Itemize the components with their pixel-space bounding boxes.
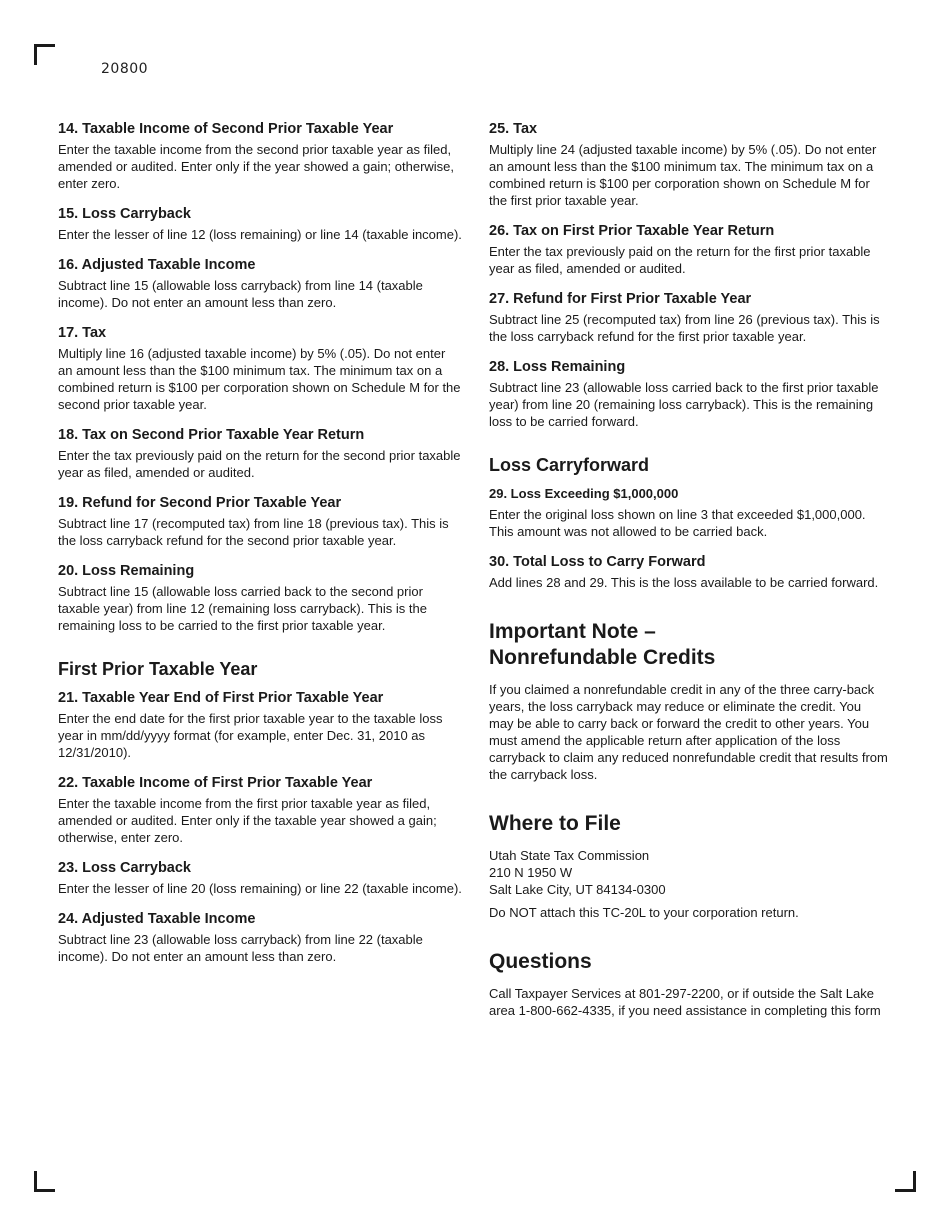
line-29-section [489, 485, 889, 540]
section-heading: 25. Tax [489, 121, 538, 137]
section-body: Enter the tax previously paid on the return for the second prior taxable year as filed, amended or audited. [58, 448, 461, 480]
section-body: Multiply line 24 (adjusted taxable income) by 5% (.05). Do not enter an amount less than the $100 minimum tax. The minimum tax on a combined return is $100 per corporation shown on Schedule M for the first prior taxable year. [489, 142, 877, 208]
line-27-section [489, 290, 889, 345]
important-note-body: If you claimed a nonrefundable credit in any of the three carry-back years, the loss carryback may reduce or eliminate the credit. You may be able to carry back or forward the credit to other years. You must amend the applicable return after application of the loss carryback to claim any reduced nonrefundable credit that results from the carryback loss. [489, 682, 888, 782]
section-heading: 17. Tax [58, 325, 107, 341]
important-note-title-line2: Nonrefundable Credits [489, 646, 716, 669]
line-26-section [489, 222, 889, 277]
section-heading: 29. Loss Exceeding $1,000,000 [489, 486, 679, 501]
address-line: 210 N 1950 W [489, 865, 573, 880]
loss-carryforward-title: Loss Carryforward [489, 455, 650, 475]
line-25-section [489, 120, 889, 209]
section-heading: 28. Loss Remaining [489, 359, 626, 375]
section-heading: 24. Adjusted Taxable Income [58, 911, 256, 927]
left-column [58, 120, 463, 978]
section-heading: 21. Taxable Year End of First Prior Taxable Year [58, 690, 384, 706]
line-18-section [58, 426, 463, 481]
line-19-section [58, 494, 463, 549]
section-heading: 30. Total Loss to Carry Forward [489, 554, 706, 570]
section-body: Subtract line 15 (allowable loss carryback) from line 14 (taxable income). Do not enter an amount less than zero. [58, 278, 423, 310]
line-20-section [58, 562, 463, 634]
section-body: Enter the original loss shown on line 3 that exceeded $1,000,000. This amount was not allowed to be carried back. [489, 507, 866, 539]
section-body: Subtract line 25 (recomputed tax) from line 26 (previous tax). This is the loss carryback refund for the first prior taxable year. [489, 312, 880, 344]
section-body: Enter the end date for the first prior taxable year to the taxable loss year in mm/dd/yyyy format (for example, enter Dec. 31, 2010 as 12/31/2010). [58, 711, 443, 760]
section-body: Enter the tax previously paid on the return for the first prior taxable year as filed, amended or audited. [489, 244, 871, 276]
line-21-section [58, 689, 463, 761]
section-heading: 22. Taxable Income of First Prior Taxable Year [58, 775, 373, 791]
section-body: Enter the taxable income from the second prior taxable year as filed, amended or audited. Enter only if the year showed a gain; otherwise, enter zero. [58, 142, 455, 191]
address-line: Utah State Tax Commission [489, 848, 650, 863]
where-to-file-section [489, 847, 889, 921]
section-heading: 14. Taxable Income of Second Prior Taxable Year [58, 121, 394, 137]
section-body: Add lines 28 and 29. This is the loss available to be carried forward. [489, 575, 879, 590]
right-column [489, 120, 889, 1032]
line-16-section [58, 256, 463, 311]
form-number: 20800 [101, 61, 149, 77]
section-heading: 19. Refund for Second Prior Taxable Year [58, 495, 342, 511]
important-note-title-line1: Important Note – [489, 620, 656, 643]
line-22-section [58, 774, 463, 846]
section-heading: 18. Tax on Second Prior Taxable Year Return [58, 427, 365, 443]
section-body: Subtract line 23 (allowable loss carryback) from line 22 (taxable income). Do not enter an amount less than zero. [58, 932, 423, 964]
line-23-section [58, 859, 463, 897]
line-14-section [58, 120, 463, 192]
where-to-file-note: Do NOT attach this TC-20L to your corporation return. [489, 905, 799, 920]
section-heading: 15. Loss Carryback [58, 206, 191, 222]
questions-body: Call Taxpayer Services at 801-297-2200, or if outside the Salt Lake area 1-800-662-4335, if you need assistance in completing this form [489, 986, 881, 1018]
line-24-section [58, 910, 463, 965]
line-30-section [489, 553, 889, 591]
questions-title: Questions [489, 950, 592, 973]
section-body: Enter the lesser of line 20 (loss remaining) or line 22 (taxable income). [58, 881, 462, 896]
crop-mark-bottom-left-h [34, 1189, 55, 1192]
line-28-section [489, 358, 889, 430]
section-body: Subtract line 17 (recomputed tax) from line 18 (previous tax). This is the loss carryback refund for the second prior taxable year. [58, 516, 449, 548]
address-line: Salt Lake City, UT 84134-0300 [489, 882, 666, 897]
where-to-file-title: Where to File [489, 812, 621, 835]
section-body: Subtract line 23 (allowable loss carried back to the first prior taxable year) from line 20 (remaining loss carryback). This is the remaining loss to be carried forward. [489, 380, 879, 429]
section-heading: 26. Tax on First Prior Taxable Year Return [489, 223, 775, 239]
section-body: Enter the taxable income from the first prior taxable year as filed, amended or audited. Enter only if the taxable year showed a gain; otherwise, enter zero. [58, 796, 437, 845]
important-note-title [489, 619, 889, 671]
line-15-section [58, 205, 463, 243]
important-note-section [489, 681, 889, 783]
crop-mark-bottom-left-v [34, 1171, 37, 1192]
first-prior-year-title: First Prior Taxable Year [58, 659, 258, 679]
line-17-section [58, 324, 463, 413]
section-heading: 20. Loss Remaining [58, 563, 195, 579]
section-body: Multiply line 16 (adjusted taxable income) by 5% (.05). Do not enter an amount less than the $100 minimum tax. The minimum tax on a combined return is $100 per corporation shown on Schedule M for the second prior taxable year. [58, 346, 461, 412]
crop-mark-top-left-h [34, 44, 55, 47]
section-heading: 27. Refund for First Prior Taxable Year [489, 291, 752, 307]
questions-section [489, 985, 889, 1019]
section-heading: 16. Adjusted Taxable Income [58, 257, 256, 273]
crop-mark-top-left-v [34, 44, 37, 65]
section-heading: 23. Loss Carryback [58, 860, 191, 876]
crop-mark-bottom-right-v [913, 1171, 916, 1192]
section-body: Enter the lesser of line 12 (loss remaining) or line 14 (taxable income). [58, 227, 462, 242]
section-body: Subtract line 15 (allowable loss carried back to the second prior taxable year) from line 12 (remaining loss carryback). This is the remaining loss to be carried to the first prior taxable year. [58, 584, 427, 633]
